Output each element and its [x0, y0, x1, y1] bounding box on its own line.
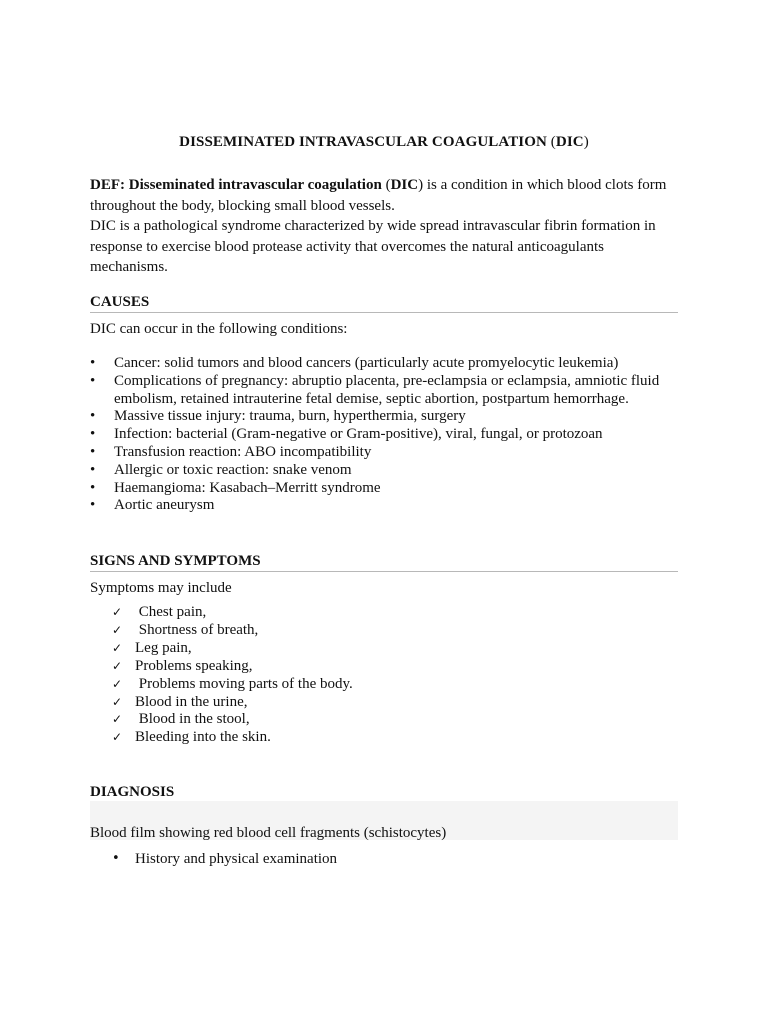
list-item-text: Problems moving parts of the body.	[135, 675, 353, 692]
list-item	[112, 694, 353, 712]
list-item-text: Aortic aneurysm	[114, 497, 215, 514]
list-item	[112, 604, 353, 622]
checkmark-icon: ✓	[112, 658, 123, 673]
list-item	[90, 355, 678, 373]
list-item	[90, 497, 678, 515]
list-item	[90, 373, 678, 409]
title-paren-open: (	[546, 134, 556, 150]
list-item-text: Cancer: solid tumors and blood cancers (particularly acute promyelocytic leukemia)	[114, 355, 619, 371]
list-item-text: Transfusion reaction: ABO incompatibility	[114, 443, 372, 460]
definition-abbr: DIC	[390, 177, 419, 193]
list-item	[90, 426, 678, 444]
bullet-icon: •	[90, 372, 96, 389]
causes-list	[90, 355, 678, 515]
diagnosis-heading: DIAGNOSIS	[90, 783, 678, 803]
symptoms-lead: Symptoms may include	[90, 580, 232, 596]
checkmark-icon: ✓	[112, 622, 123, 637]
definition-text: ) is a condition in which blood clots form throughout the body, blocking small blood vessels.	[90, 177, 667, 214]
list-item	[112, 850, 337, 868]
title-paren-close: )	[583, 134, 589, 150]
list-item-text: Shortness of breath,	[135, 621, 259, 638]
checkmark-icon: ✓	[112, 605, 123, 619]
list-item	[112, 622, 353, 640]
list-item	[90, 480, 678, 498]
list-item	[112, 676, 353, 694]
list-item	[112, 711, 353, 729]
list-item	[112, 729, 353, 747]
bullet-icon: •	[90, 355, 96, 371]
bullet-icon: •	[90, 408, 96, 425]
definition-paren-open: (	[381, 177, 391, 193]
bullet-icon: •	[90, 426, 96, 443]
definition-paragraph	[90, 175, 678, 216]
list-item-text: Massive tissue injury: trauma, burn, hyperthermia, surgery	[114, 408, 466, 425]
bullet-icon: •	[90, 461, 96, 478]
checkmark-icon: ✓	[112, 640, 123, 655]
list-item-text: Allergic or toxic reaction: snake venom	[114, 461, 352, 478]
diagnosis-line: Blood film showing red blood cell fragments (schistocytes)	[90, 825, 447, 841]
bullet-icon: •	[90, 479, 96, 496]
title-abbr: DIC	[555, 134, 584, 150]
list-item	[90, 408, 678, 426]
list-item-text: Haemangioma: Kasabach–Merritt syndrome	[114, 479, 381, 496]
causes-heading: CAUSES	[90, 293, 678, 313]
intro-paragraph: DIC is a pathological syndrome characterized by wide spread intravascular fibrin formation in response to exercise blood protease activity that overcomes the natural anticoagulants mechanisms.	[90, 218, 656, 275]
symptoms-heading: SIGNS AND SYMPTOMS	[90, 552, 678, 572]
list-item	[112, 658, 353, 676]
list-item-text: Bleeding into the skin.	[135, 729, 271, 746]
list-item-text: Problems speaking,	[135, 657, 253, 674]
checkmark-icon: ✓	[112, 694, 123, 709]
bullet-icon: •	[90, 443, 96, 460]
document-title	[90, 134, 678, 151]
checkmark-icon: ✓	[112, 676, 123, 691]
list-item-text: History and physical examination	[135, 851, 338, 867]
bullet-icon: •	[90, 497, 96, 514]
list-item-text: Leg pain,	[135, 639, 192, 656]
list-item-text: Blood in the urine,	[135, 693, 248, 710]
list-item-text: Blood in the stool,	[135, 711, 250, 728]
definition-label: DEF: Disseminated intravascular coagulation	[90, 177, 382, 193]
title-main: DISSEMINATED INTRAVASCULAR COAGULATION	[179, 134, 547, 150]
list-item-text: Complications of pregnancy: abruptio placenta, pre-eclampsia or eclampsia, amniotic fluid embolism, retained intrauterine fetal demise, septic abortion, postpartum hemorrhage.	[114, 372, 660, 407]
checkmark-icon: ✓	[112, 712, 123, 727]
definition-block	[90, 175, 678, 278]
causes-lead: DIC can occur in the following conditions:	[90, 321, 348, 337]
list-item	[90, 462, 678, 480]
bullet-icon: •	[112, 851, 120, 866]
symptoms-list	[112, 604, 353, 747]
checkmark-icon: ✓	[112, 730, 123, 745]
list-item	[112, 640, 353, 658]
list-item-text: Chest pain,	[135, 604, 207, 620]
list-item	[90, 444, 678, 462]
list-item-text: Infection: bacterial (Gram-negative or Gram-positive), viral, fungal, or protozoan	[114, 426, 603, 443]
